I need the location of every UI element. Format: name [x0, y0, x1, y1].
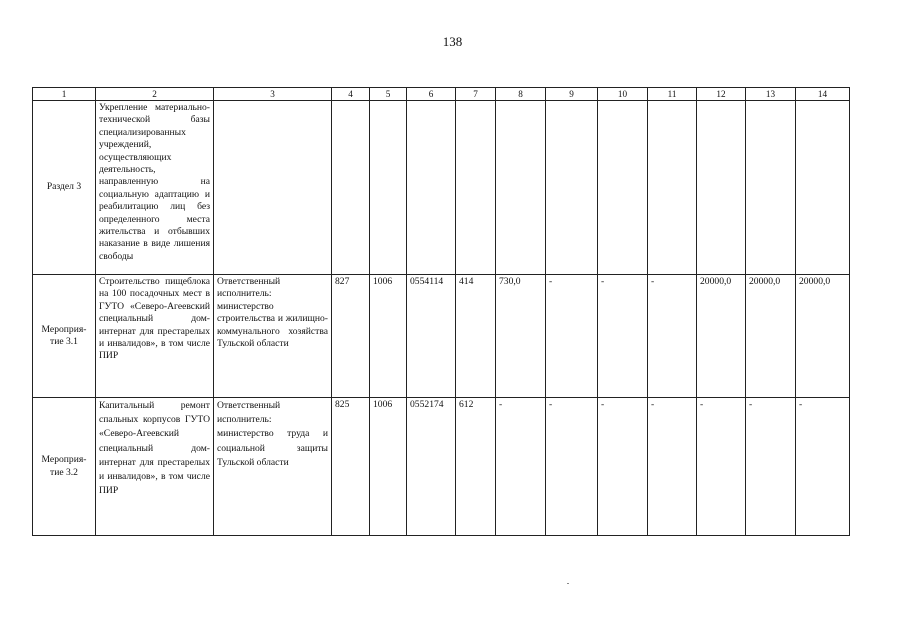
cell-c11: -: [648, 398, 697, 536]
row-label: Мероприя- тие 3.2: [33, 398, 96, 536]
cell-c4: 827: [332, 275, 370, 398]
cell-c10: -: [598, 398, 648, 536]
header-cell-5: 5: [370, 88, 407, 101]
cell-c5: 1006: [370, 275, 407, 398]
cell-c5: [370, 101, 407, 275]
cell-c12: 20000,0: [697, 275, 746, 398]
cell-c10: [598, 101, 648, 275]
cell-c8: [496, 101, 546, 275]
header-cell-1: 1: [33, 88, 96, 101]
cell-c9: -: [546, 275, 598, 398]
cell-c4: [332, 101, 370, 275]
budget-table: [32, 87, 850, 536]
cell-c10: -: [598, 275, 648, 398]
header-cell-2: 2: [96, 88, 214, 101]
row-executor: Ответственный исполнитель: министерство строительства и жилищно-коммунального хозяйства Тульской области: [214, 275, 332, 398]
table-row-measure-3-2: [33, 398, 850, 536]
table-row-measure-3-1: [33, 275, 850, 398]
header-cell-11: 11: [648, 88, 697, 101]
table-row-section-3: [33, 101, 850, 275]
cell-c14: -: [796, 398, 850, 536]
cell-c11: [648, 101, 697, 275]
row-description: Капитальный ремонт спальных корпусов ГУТО «Северо-Агеевский специальный дом-интернат для престарелых и инвалидов», в том числе ПИР: [96, 398, 214, 536]
cell-c13: [746, 101, 796, 275]
row-label: Раздел 3: [33, 101, 96, 275]
row-description: Строительство пищеблока на 100 посадочных мест в ГУТО «Северо-Агеевский специальный дом-интернат для престарелых и инвалидов», в том числе ПИР: [96, 275, 214, 398]
cell-c13: 20000,0: [746, 275, 796, 398]
cell-c14: 20000,0: [796, 275, 850, 398]
cell-c6: 0552174: [407, 398, 456, 536]
header-cell-9: 9: [546, 88, 598, 101]
header-cell-13: 13: [746, 88, 796, 101]
header-row: [33, 88, 850, 101]
cell-c7: 414: [456, 275, 496, 398]
cell-c6: 0554114: [407, 275, 456, 398]
header-cell-10: 10: [598, 88, 648, 101]
cell-c4: 825: [332, 398, 370, 536]
cell-c8: 730,0: [496, 275, 546, 398]
cell-c5: 1006: [370, 398, 407, 536]
header-cell-7: 7: [456, 88, 496, 101]
row-label: Мероприя- тие 3.1: [33, 275, 96, 398]
header-cell-12: 12: [697, 88, 746, 101]
header-cell-6: 6: [407, 88, 456, 101]
cell-c14: [796, 101, 850, 275]
cell-c7: [456, 101, 496, 275]
header-cell-8: 8: [496, 88, 546, 101]
header-cell-4: 4: [332, 88, 370, 101]
cell-c7: 612: [456, 398, 496, 536]
cell-c9: -: [546, 398, 598, 536]
header-cell-14: 14: [796, 88, 850, 101]
cell-c9: [546, 101, 598, 275]
page-number: 138: [442, 34, 463, 49]
cell-c6: [407, 101, 456, 275]
row-executor: [214, 101, 332, 275]
cell-c12: [697, 101, 746, 275]
scan-speck: [567, 583, 569, 584]
cell-c8: -: [496, 398, 546, 536]
header-cell-3: 3: [214, 88, 332, 101]
row-executor: Ответственный исполнитель: министерство труда и социальной защиты Тульской области: [214, 398, 332, 536]
cell-c12: -: [697, 398, 746, 536]
cell-c11: -: [648, 275, 697, 398]
row-description: Укрепление материально-технической базы специализированных учреждений, осуществляющих деятельность, направленную на социальную адаптацию и реабилитацию лиц без определенного места жительства и отбывших наказание в виде лишения свободы: [96, 101, 214, 275]
cell-c13: -: [746, 398, 796, 536]
